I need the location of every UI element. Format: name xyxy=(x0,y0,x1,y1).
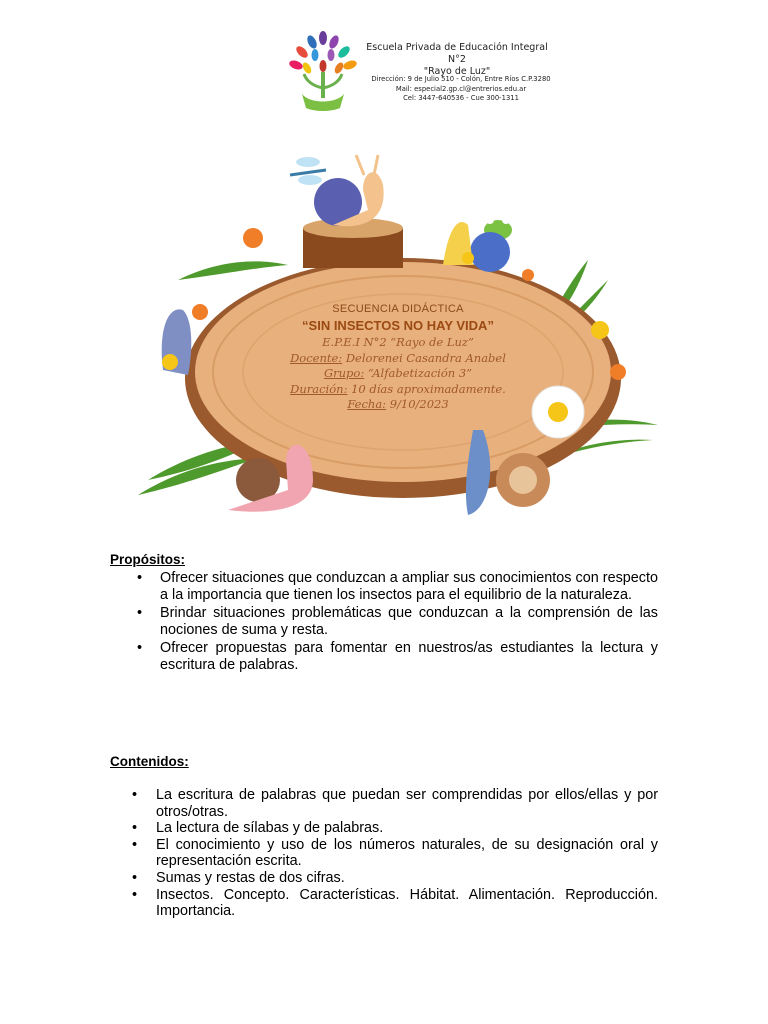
cover-grupo xyxy=(248,366,548,382)
fecha-value: 9/10/2023 xyxy=(386,397,449,411)
cover-docente xyxy=(248,351,548,367)
list-item xyxy=(110,605,658,638)
docente-label: Docente: xyxy=(290,350,343,365)
bullet-icon: • xyxy=(137,640,143,657)
dragonfly-icon xyxy=(290,157,326,185)
school-subtitle: "Rayo de Luz" xyxy=(423,66,491,77)
fecha-label: Fecha: xyxy=(347,397,387,411)
list-item-text: Insectos. Concepto. Características. Hábitat. Alimentación. Reproducción. Importancia. xyxy=(156,886,658,920)
list-item-text: La escritura de palabras que puedan ser comprendidas por ellos/ellas y por otros/otras. xyxy=(156,787,658,820)
school-contact xyxy=(370,75,552,104)
snail-icon xyxy=(314,155,384,226)
list-item-text: Ofrecer situaciones que conduzcan a ampliar sus conocimientos con respecto a la importancia que tienen los insectos para el equilibrio de la naturaleza. xyxy=(160,570,658,603)
propositos-list xyxy=(110,570,658,674)
list-item-text: Brindar situaciones problemáticas que conduzcan a la comprensión de las nociones de suma y resta. xyxy=(160,605,658,638)
duracion-value: 10 días aproximadamente. xyxy=(347,381,506,396)
list-item xyxy=(110,870,658,887)
propositos-section xyxy=(110,551,658,674)
bullet-icon: • xyxy=(132,886,138,903)
school-header xyxy=(282,28,552,118)
bullet-icon: • xyxy=(132,836,138,853)
list-item-text: Sumas y restas de dos cifras. xyxy=(156,869,345,886)
bullet-icon: • xyxy=(137,570,143,586)
sequence-title: “SIN INSECTOS NO HAY VIDA” xyxy=(302,318,494,333)
school-name-block xyxy=(362,42,552,78)
bullet-icon: • xyxy=(132,787,138,803)
list-item xyxy=(110,787,658,820)
contenidos-section xyxy=(110,753,658,920)
list-item xyxy=(110,820,658,837)
cover-school-line: E.P.E.I N°2 “Rayo de Luz” xyxy=(322,335,474,349)
tree-hands-logo-icon xyxy=(282,28,364,114)
list-item xyxy=(110,570,658,603)
school-phone: Cel: 3447-640536 - Cue 300-1311 xyxy=(403,94,519,103)
list-item-text: Ofrecer propuestas para fomentar en nuestros/as estudiantes la lectura y escritura de palabras. xyxy=(160,640,658,673)
grupo-value: “Alfabetización 3” xyxy=(364,366,473,380)
sequence-kicker: SECUENCIA DIDÁCTICA xyxy=(332,303,464,315)
duracion-label: Duración: xyxy=(290,381,348,396)
propositos-heading: Propósitos: xyxy=(110,552,186,567)
bullet-icon: • xyxy=(137,605,143,622)
list-item-text: El conocimiento y uso de los números naturales, de su designación oral y representación escrita. xyxy=(156,836,658,870)
cover-illustration xyxy=(138,140,662,525)
grupo-label: Grupo: xyxy=(323,366,365,380)
list-item xyxy=(110,837,658,870)
list-item-text: La lectura de sílabas y de palabras. xyxy=(156,820,384,837)
docente-value: Delorenei Casandra Anabel xyxy=(342,350,506,365)
cover-board-text xyxy=(248,301,548,413)
bullet-icon: • xyxy=(132,869,138,886)
list-item xyxy=(110,640,658,673)
contenidos-heading: Contenidos: xyxy=(110,754,189,769)
school-name: Escuela Privada de Educación Integral N°2 xyxy=(366,42,548,65)
cover-fecha xyxy=(248,397,548,413)
school-mail: Mail: especial2.gp.cl@entrerios.edu.ar xyxy=(395,84,527,93)
bullet-icon: • xyxy=(132,820,138,837)
list-item xyxy=(110,887,658,920)
school-address: Dirección: 9 de Julio 510 - Colón, Entre Ríos C.P.3280 xyxy=(371,75,551,83)
cover-duracion xyxy=(248,382,548,398)
contenidos-list xyxy=(110,787,658,920)
